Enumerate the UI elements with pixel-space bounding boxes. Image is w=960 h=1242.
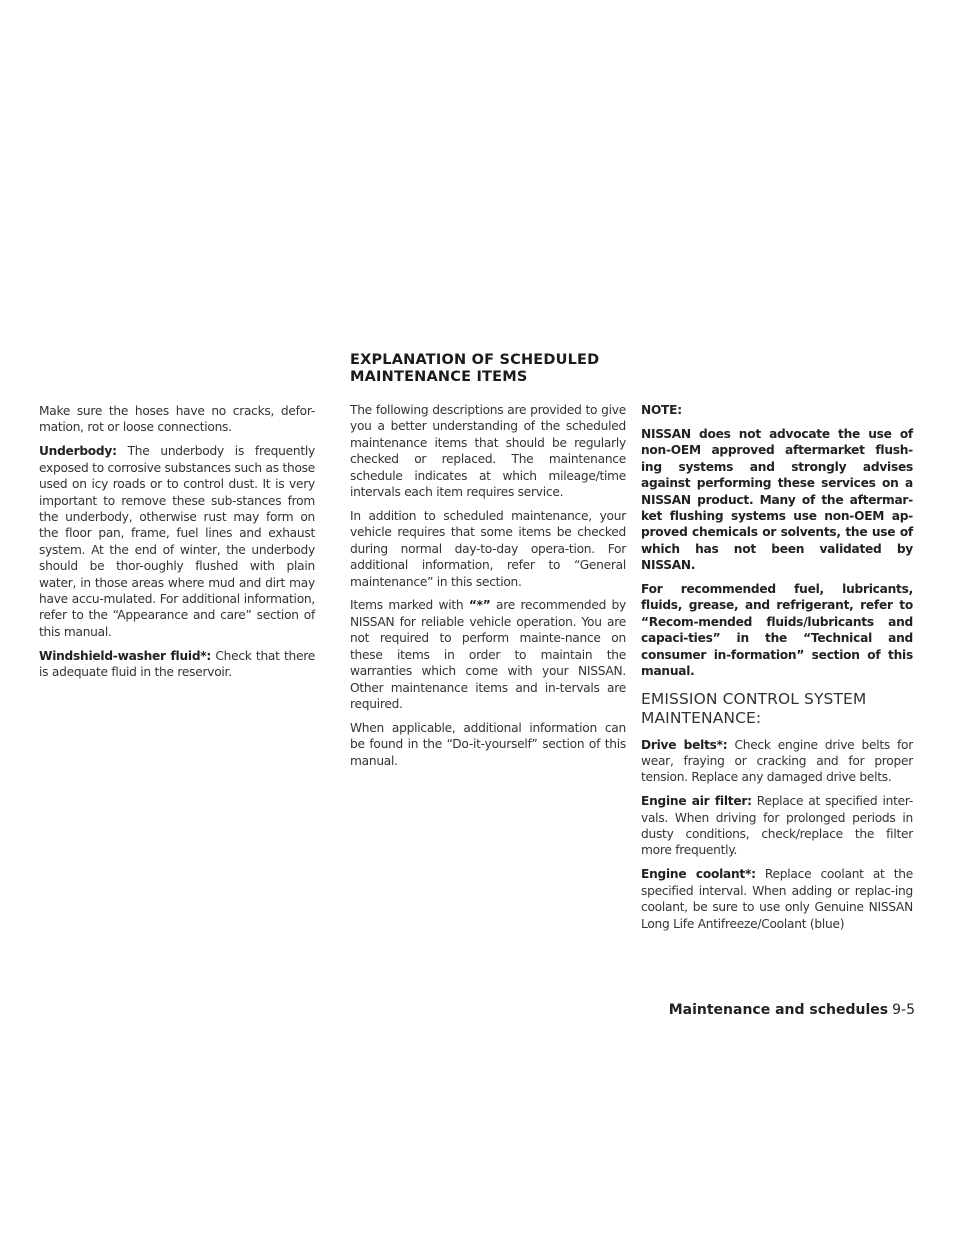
asterisk-mark: “*”: [468, 598, 491, 613]
diy-paragraph: When applicable, additional information can be found in the “Do-it-yourself” section of this manual.: [350, 720, 626, 768]
coolant-paragraph: [641, 866, 913, 932]
note-paragraph-2: For recommended fuel, lubricants, fluids, grease, and refrigerant, refer to “Recom-mended fluids/lubricants and capaci-ties” in the “Technical and consumer in-formation” section of this manual.: [641, 582, 913, 679]
column-right: [641, 402, 913, 939]
coolant-label: Engine coolant*:: [641, 867, 756, 882]
drive-belts-paragraph: [641, 737, 913, 786]
footer-section-title: Maintenance and schedules: [668, 1002, 889, 1018]
daily-check-paragraph: In addition to scheduled maintenance, your vehicle requires that some items be checked during normal day-to-day opera-tion. For additional information, refer to “General maintenance” in this section.: [350, 508, 626, 589]
air-filter-label: Engine air filter:: [641, 794, 752, 809]
coolant-text: Replace coolant at the specified interval. When adding or replac-ing coolant, be sure to use only Genuine NISSAN Long Life Antifreeze/Coolant (blue): [641, 867, 913, 931]
emission-subheading-line1: EMISSION CONTROL SYSTEM: [641, 689, 867, 708]
items-marked-text-b: are recommended by NISSAN for reliable vehicle operation. You are not required to perform mainte-nance on these items in order to maintain the warranties which come with your NISSAN. Other maintenance items and in-tervals are required.: [350, 598, 626, 711]
drive-belts-label: Drive belts*:: [641, 737, 728, 752]
page-footer: [620, 1002, 915, 1018]
section-heading-line2: MAINTENANCE ITEMS: [350, 369, 528, 385]
air-filter-text: Replace at specified inter-vals. When driving for prolonged periods in dusty conditions, check/replace the filter more frequently.: [641, 794, 913, 858]
note-paragraph-1: NISSAN does not advocate the use of non-OEM approved aftermarket flush-ing systems and strongly advises against performing these services on a NISSAN product. Many of the aftermar-ket flushing systems use non-OEM ap-proved chemicals or solvents, the use of which has not been validated by NISSAN.: [641, 426, 913, 573]
washer-text: Check that there is adequate fluid in the reservoir.: [39, 648, 315, 680]
air-filter-paragraph: [641, 793, 913, 859]
emission-subheading: [641, 690, 913, 729]
items-marked-paragraph: [350, 597, 626, 712]
intro-paragraph: The following descriptions are provided to give you a better understanding of the scheduled maintenance items that should be regularly checked or replaced. The maintenance schedule indicates at which mileage/time intervals each item requires service.: [350, 403, 626, 500]
page-number: 9-5: [892, 1002, 915, 1018]
column-left: [39, 403, 315, 688]
column-middle: [350, 402, 626, 777]
drive-belts-text: Check engine drive belts for wear, fraying or cracking and for proper tension. Replace any damaged drive belts.: [641, 737, 913, 785]
underbody-text: The underbody is frequently exposed to corrosive substances such as those used on icy roads or to control dust. It is very important to remove these sub-stances from the underbody, otherwise rust may form on the floor pan, frame, fuel lines and exhaust system. At the end of winter, the underbody should be thor-oughly flushed with plain water, in those areas where mud and dirt may have accu-mulated. For additional information, refer to the “Appearance and care” section of this manual.: [39, 444, 315, 639]
emission-subheading-line2: MAINTENANCE:: [641, 709, 762, 727]
washer-label: Windshield-washer fluid*:: [39, 648, 212, 663]
underbody-label: Underbody:: [39, 444, 117, 459]
note-label: NOTE:: [641, 403, 682, 417]
items-marked-text-a: Items marked with: [350, 598, 469, 613]
hoses-paragraph: Make sure the hoses have no cracks, defor-mation, rot or loose connections.: [39, 404, 315, 435]
underbody-paragraph: [39, 443, 315, 640]
washer-paragraph: [39, 648, 315, 681]
section-heading: [350, 352, 910, 386]
section-heading-line1: EXPLANATION OF SCHEDULED: [350, 352, 600, 368]
